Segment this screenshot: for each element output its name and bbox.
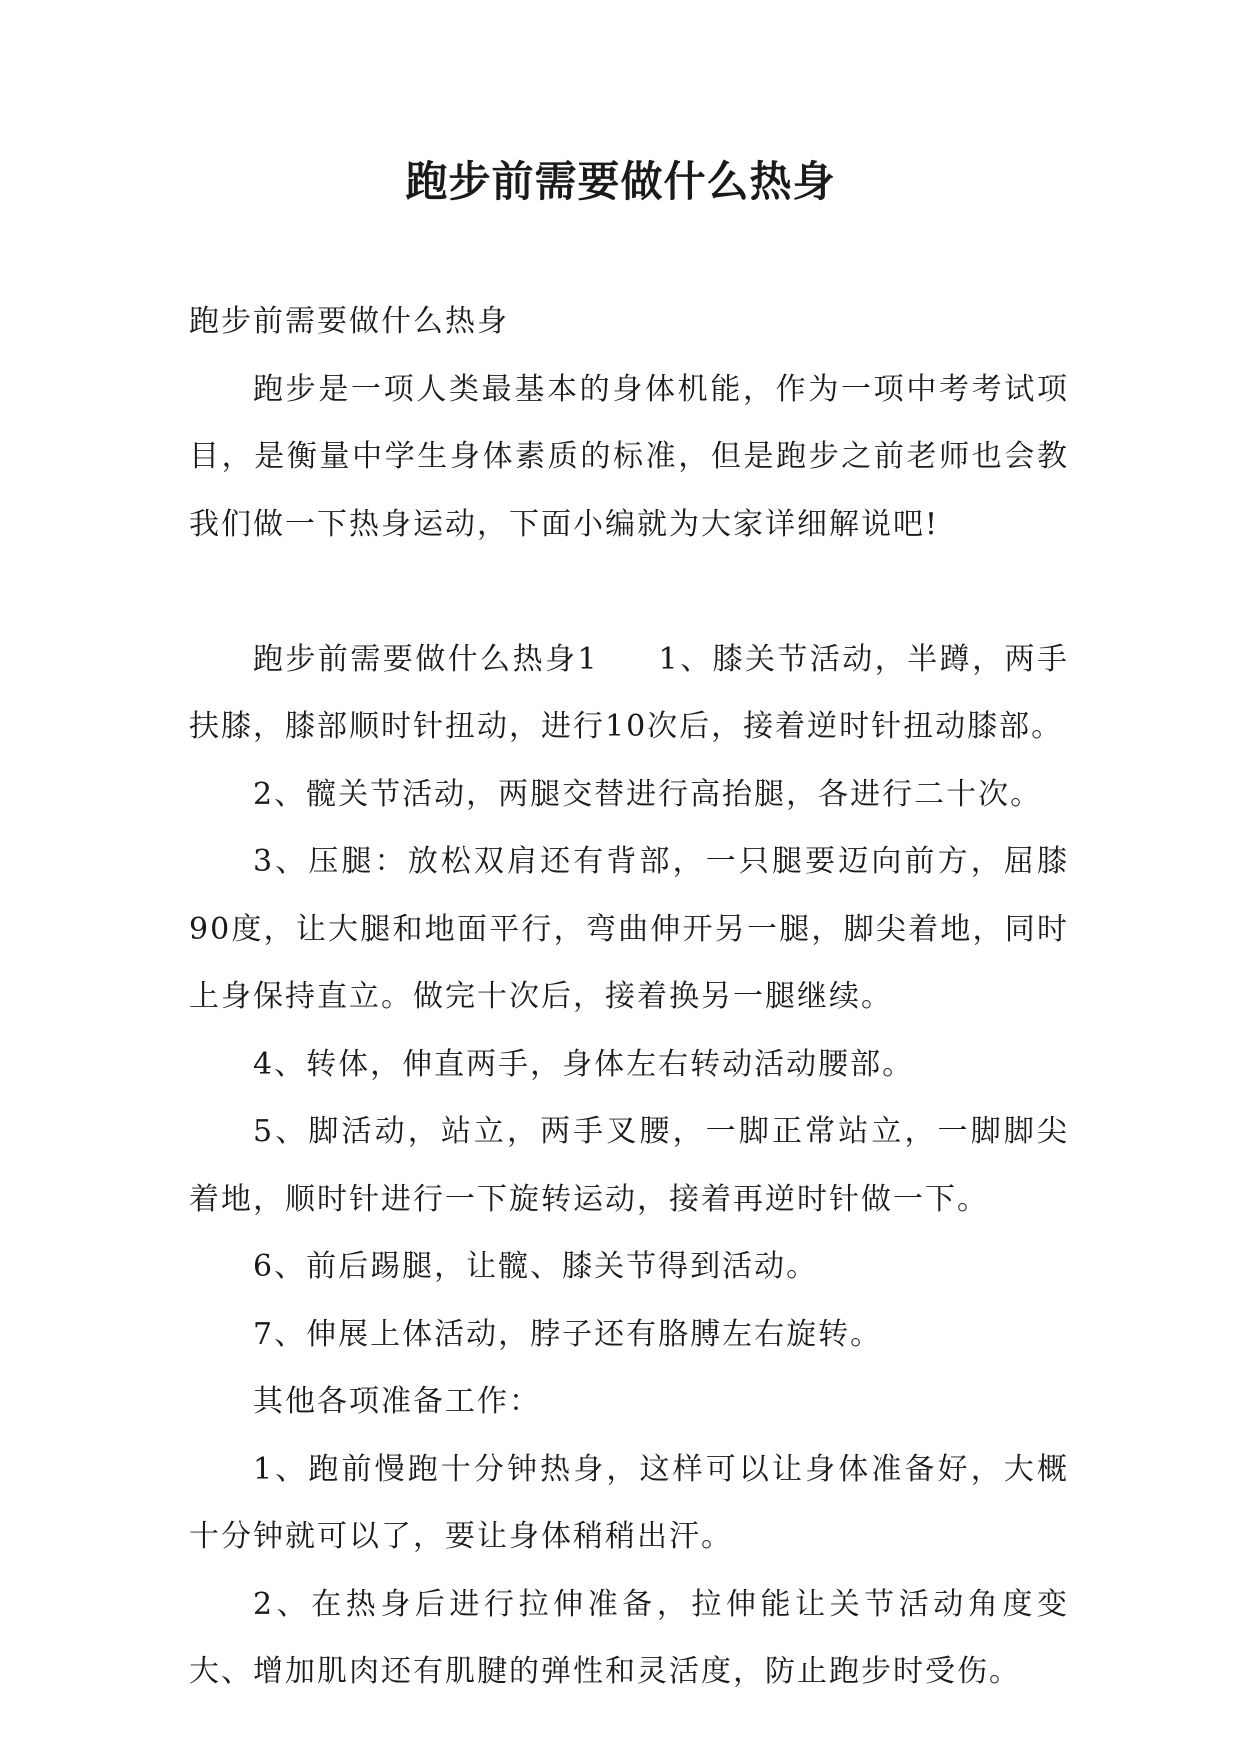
item-1: 1、膝关节活动，半蹲，两手扶膝，膝部顺时针扭动，进行10次后，接着逆时针扭动膝部。 bbox=[189, 641, 1069, 744]
document-title: 跑步前需要做什么热身 bbox=[405, 157, 836, 206]
section-heading: 跑步前需要做什么热身1 bbox=[253, 641, 599, 677]
paragraph-spacer bbox=[189, 558, 1069, 626]
item-2: 2、髋关节活动，两腿交替进行高抬腿，各进行二十次。 bbox=[253, 776, 1043, 812]
other-item-2: 2、在热身后进行拉伸准备，拉伸能让关节活动角度变大、增加肌肉还有肌腱的弹性和灵活度，防止跑步时受伤。 bbox=[189, 1586, 1069, 1689]
intro-paragraph: 跑步是一项人类最基本的身体机能，作为一项中考考试项目，是衡量中学生身体素质的标准，但是跑步之前老师也会教我们做一下热身运动，下面小编就为大家详细解说吧! bbox=[189, 371, 1069, 542]
item-6: 6、前后踢腿，让髋、膝关节得到活动。 bbox=[253, 1249, 819, 1284]
section-paragraph bbox=[189, 626, 1069, 761]
item-4: 4、转体，伸直两手，身体左右转动活动腰部。 bbox=[253, 1046, 915, 1082]
item-3: 3、压腿：放松双肩还有背部，一只腿要迈向前方，屈膝90度，让大腿和地面平行，弯曲伸开另一腿，脚尖着地，同时上身保持直立。做完十次后，接着换另一腿继续。 bbox=[189, 844, 1069, 1014]
item-5: 5、脚活动，站立，两手叉腰，一脚正常站立，一脚脚尖着地，顺时针进行一下旋转运动，接着再逆时针做一下。 bbox=[189, 1114, 1069, 1217]
document-subtitle: 跑步前需要做什么热身 bbox=[189, 304, 509, 339]
other-item-1: 1、跑前慢跑十分钟热身，这样可以让身体准备好，大概十分钟就可以了，要让身体稍稍出汗。 bbox=[189, 1451, 1069, 1554]
other-heading: 其他各项准备工作： bbox=[253, 1384, 541, 1419]
item-7: 7、伸展上体活动，脖子还有胳膊左右旋转。 bbox=[253, 1316, 883, 1352]
document-body bbox=[189, 288, 1069, 1706]
